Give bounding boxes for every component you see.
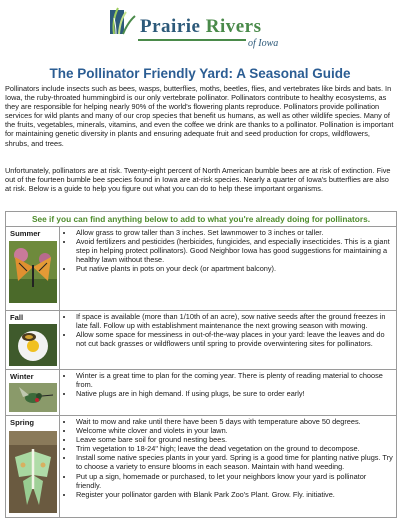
tips-cell	[60, 311, 396, 369]
season-cell	[6, 416, 60, 517]
tips-cell	[60, 370, 396, 415]
logo-wordmark: Prairie Rivers	[140, 16, 262, 37]
list-item: • Avoid fertilizers and pesticides (herbicides, fungicides, and especially insecticides. This is a giant step in helping protect pollinators). Good Neighbor Iowa has good suggestions for maintaining a healthy lawn without these.	[74, 237, 393, 264]
butterfly-photo	[9, 241, 57, 303]
season-label: Fall	[10, 313, 24, 322]
list-item: • Put native plants in pots on your deck (or apartment balcony).	[74, 264, 393, 273]
prairie-rivers-logo	[108, 4, 298, 52]
season-label: Spring	[10, 418, 35, 427]
spring-tips-list	[62, 417, 393, 499]
bee-on-flower-photo	[9, 324, 57, 366]
list-item: • Native plugs are in high demand. If using plugs, be sure to order early!	[74, 389, 393, 398]
fall-tips-list	[62, 312, 393, 348]
list-item: • If space is available (more than 1/10th of an acre), sow native seeds after the ground freezes in late fall. Follow up with establishment maintenance the next growing season with mowing.	[74, 312, 393, 330]
season-cell	[6, 227, 60, 310]
season-cell	[6, 370, 60, 415]
season-label: Winter	[10, 372, 34, 381]
logo-rule	[138, 39, 246, 41]
list-item: • Allow grass to grow taller than 3 inches. Set lawnmower to 3 inches or taller.	[74, 228, 393, 237]
summer-tips-list	[62, 228, 393, 273]
list-item: • Register your pollinator garden with Blank Park Zoo's Plant. Grow. Fly. initiative.	[74, 490, 393, 499]
page-title: The Pollinator Friendly Yard: A Seasonal Guide	[49, 66, 351, 81]
intro-paragraph: Pollinators include insects such as bees, wasps, butterflies, moths, beetles, flies, and vertebrates like birds and bats. In Iowa, the ruby-throated hummingbird is our only vertebrate pollinator. Pollinators contribute to healthy ecosystems, as they are responsible for helping nearly 90% of the world's flowering plants reproduce. Pollinators provide pollination services for wild plants and many of our crop species that benefit us humans, as well as other wildlife species. Many of the fruits, vegetables, minerals, vitamins, and even the coffee we drink are thanks to a pollinator. Pollination is important for maintaining genetic diversity in plants and ensuring adequate fruit and seed production for crops, wildflowers, shrubs, and trees.	[5, 84, 394, 148]
table-header: See if you can find anything below to add to what you're already doing for pollinators.	[6, 212, 396, 227]
season-cell	[6, 311, 60, 369]
hummingbird-photo	[9, 383, 57, 412]
table-row-spring	[6, 416, 396, 517]
logo-subtitle: of Iowa	[248, 38, 279, 49]
list-item: • Trim vegetation to 18-24" high; leave the dead vegetation on the ground to decompose.	[74, 444, 393, 453]
seasonal-guide-table	[5, 211, 397, 518]
list-item: • Leave some bare soil for ground nesting bees.	[74, 435, 393, 444]
tips-cell	[60, 416, 396, 517]
risk-paragraph: Unfortunately, pollinators are at risk. Twenty-eight percent of North American bumble bees are at risk of extinction. Five out of the fourteen bumble bee species found in Iowa are at-risk species. Nearly a quarter of Iowa's butterflies are also at risk. Below is a guide to help you figure out what you can do to help these important organisms.	[5, 166, 391, 194]
table-row-fall	[6, 311, 396, 370]
winter-tips-list	[62, 371, 393, 398]
grass-leaf-logo-icon	[108, 6, 138, 42]
list-item: • Install some native species plants in your yard. Spring is a good time for planting native plugs. Try to choose a variety to ensure blooms in each season. Maintain with hand weeding.	[74, 453, 393, 471]
list-item: • Winter is a great time to plan for the coming year. There is plenty of reading material to choose from.	[74, 371, 393, 389]
luna-moth-photo	[9, 431, 57, 513]
table-row-summer	[6, 227, 396, 311]
list-item: • Welcome white clover and violets in your lawn.	[74, 426, 393, 435]
list-item: • Allow some space for messiness in out-of-the-way places in your yard: leave the leaves and do not cut back grasses or wildflowers until spring to provide overwintering sites for pollinators.	[74, 330, 393, 348]
table-row-winter	[6, 370, 396, 416]
tips-cell	[60, 227, 396, 310]
list-item: • Put up a sign, homemade or purchased, to let your neighbors know your yard is pollinator friendly.	[74, 472, 393, 490]
season-label: Summer	[10, 229, 41, 238]
list-item: • Wait to mow and rake until there have been 5 days with temperature above 50 degrees.	[74, 417, 393, 426]
